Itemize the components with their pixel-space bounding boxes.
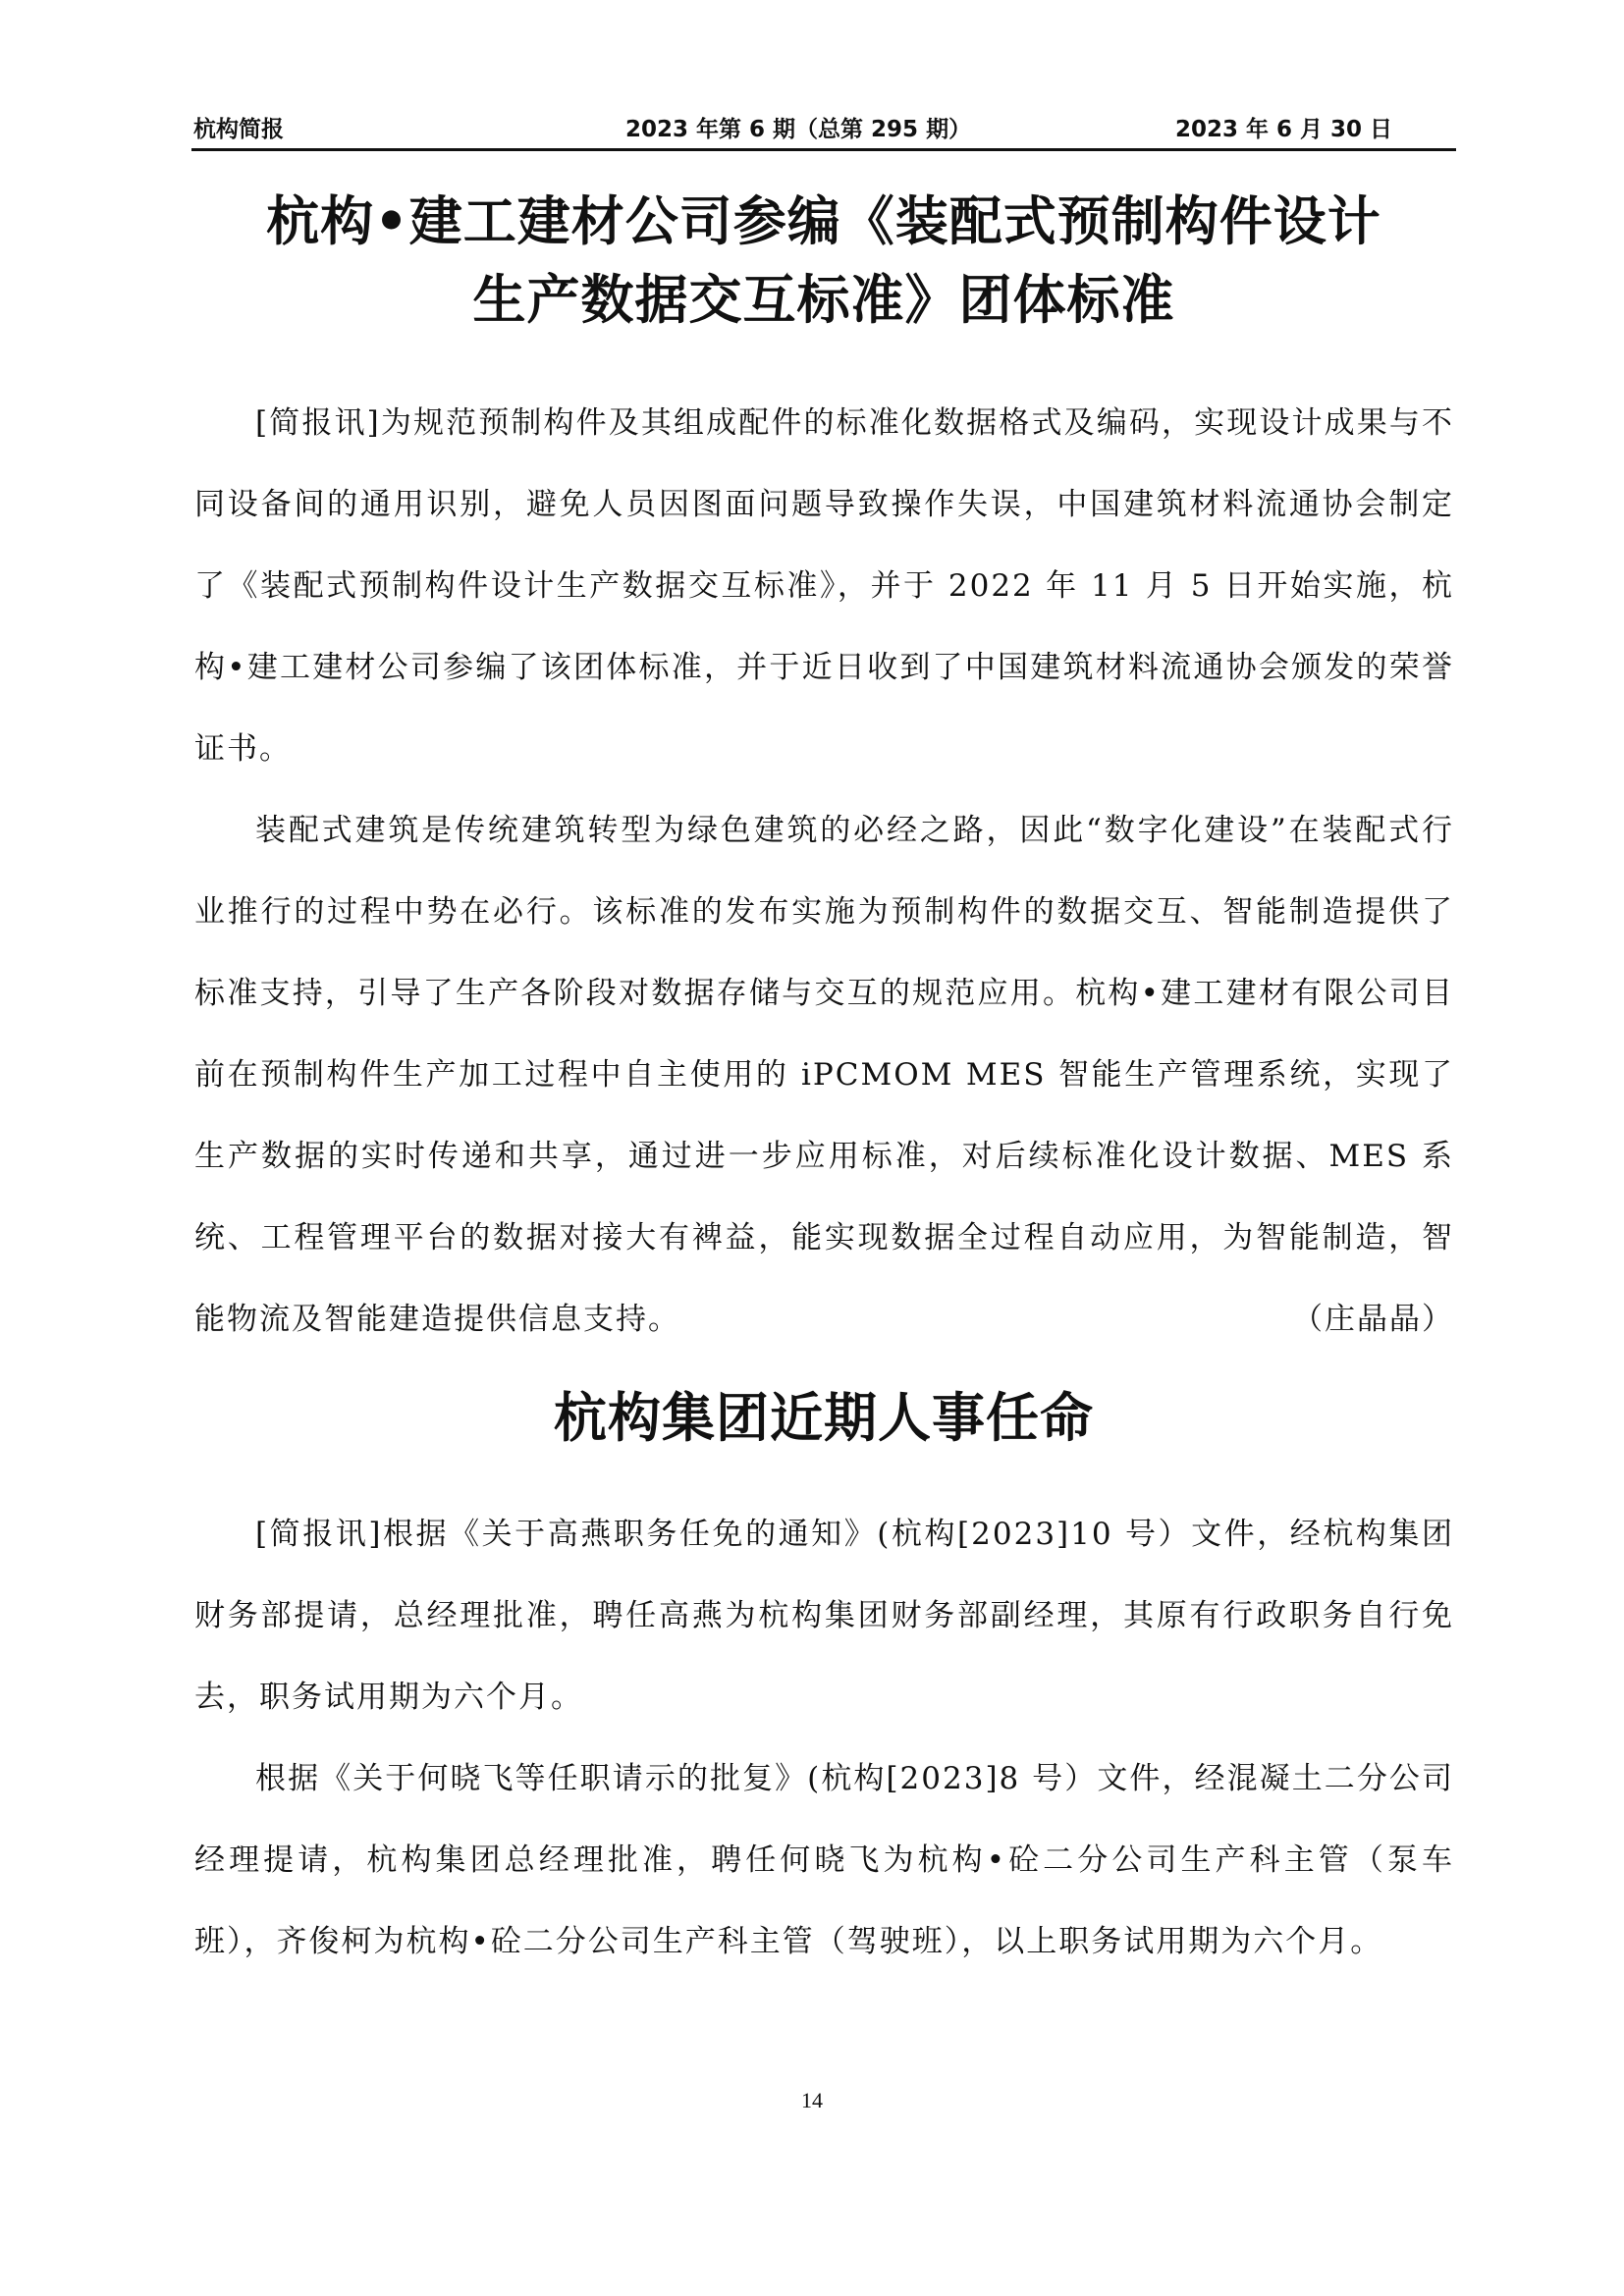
article2-paragraph-1: [简报讯]根据《关于高燕职务任免的通知》(杭构[2023]10 号）文件，经杭构集团财务部提请，总经理批准，聘任高燕为杭构集团财务部副经理，其原有行政职务自行免去，职务试用期为六个月。 — [194, 1517, 1454, 1715]
article2-title-text: 杭构集团近期人事任命 — [554, 1387, 1094, 1449]
header-date: 2023 年 6 月 30 日 — [1175, 117, 1393, 142]
article2-body — [194, 1494, 1454, 1983]
header-issue-number: 2023 年第 6 期（总第 295 期） — [625, 117, 972, 142]
running-header — [193, 111, 1453, 150]
article1-paragraph-1: [简报讯]为规范预制构件及其组成配件的标准化数据格式及编码，实现设计成果与不同设备间的通用识别，避免人员因图面问题导致操作失误，中国建筑材料流通协会制定了《装配式预制构件设计生产数据交互标准》，并于 2022 年 11 月 5 日开始实施，杭构•建工建材公司参编了该团体标准，并于近日收到了中国建筑材料流通协会颁发的荣誉证书。 — [194, 405, 1454, 767]
page-number: 14 — [801, 2088, 823, 2112]
header-publication-name: 杭构简报 — [193, 117, 284, 142]
article1-title — [191, 183, 1456, 340]
article1-title-line1: 杭构•建工建材公司参编《装配式预制构件设计 — [266, 190, 1381, 252]
article2-paragraph-2: 根据《关于何晓飞等任职请示的批复》(杭构[2023]8 号）文件，经混凝土二分公司经理提请，杭构集团总经理批准，聘任何晓飞为杭构•砼二分公司生产科主管（泵车班），齐俊柯为杭构•砼二分公司生产科主管（驾驶班），以上职务试用期为六个月。 — [194, 1761, 1454, 1959]
article2-title — [191, 1379, 1456, 1458]
header-divider — [191, 148, 1456, 151]
article1-body — [194, 383, 1454, 1361]
article1-title-line2: 生产数据交互标准》团体标准 — [472, 269, 1175, 331]
article1-paragraph-2-text: 装配式建筑是传统建筑转型为绿色建筑的必经之路，因此“数字化建设”在装配式行业推行的过程中势在必行。该标准的发布实施为预制构件的数据交互、智能制造提供了标准支持，引导了生产各阶段对数据存储与交互的规范应用。杭构•建工建材有限公司目前在预制构件生产加工过程中自主使用的 iPCMOM MES 智能生产管理系统，实现了生产数据的实时传递和共享，通过进一步应用标准，对后续标准化设计数据、MES 系统、工程管理平台的数据对接大有裨益，能实现数据全过程自动应用，为智能制造，智能物流及智能建造提供信息支持。 — [194, 813, 1454, 1337]
article1-byline: （庄晶晶） — [1292, 1302, 1454, 1337]
article1-paragraph-2 — [194, 790, 1454, 1361]
